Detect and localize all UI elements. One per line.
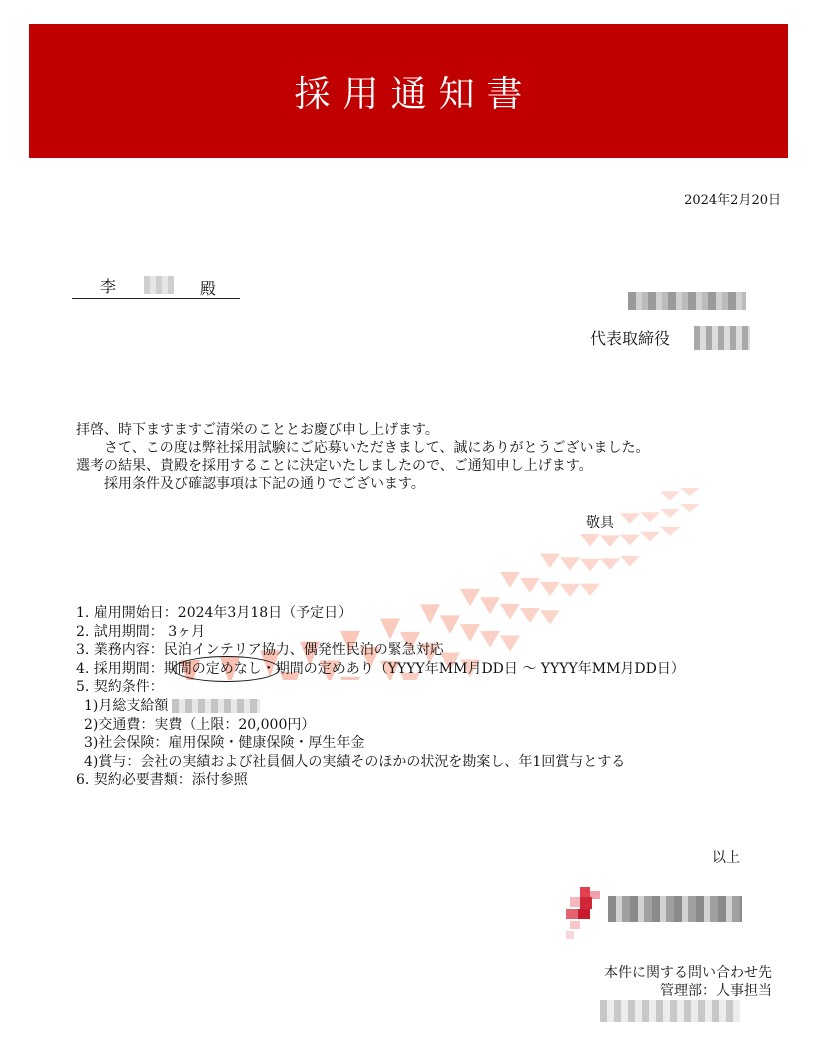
company-logo-redacted <box>566 887 602 939</box>
recipient-given-name-redacted <box>144 276 174 294</box>
greeting-body <box>76 421 649 493</box>
company-name-redacted <box>628 292 746 310</box>
greeting-line: さて、この度は弊社採用試験にご応募いただきまして、誠にありがとうございました。 <box>104 440 650 456</box>
condition-subitem: 3)社会保険：雇用保険・健康保険・厚生年金 <box>84 735 365 752</box>
greeting-line: 選考の結果、貴殿を採用することに決定いたしましたので、ご通知申し上げます。 <box>76 458 593 474</box>
condition-item: 3. 業務内容：民泊インテリア協力、偶発性民泊の緊急対応 <box>76 642 444 659</box>
conditions-list <box>76 604 685 790</box>
document-title: 採用通知書 <box>294 73 535 115</box>
condition-item: 6. 契約必要書類：添付参照 <box>76 772 248 789</box>
contact-details-redacted <box>600 1000 740 1022</box>
closing-keigu: 敬具 <box>586 515 614 531</box>
contact-line: 本件に関する問い合わせ先 <box>604 965 772 981</box>
greeting-line: 採用条件及び確認事項は下記の通りでございます。 <box>104 476 425 492</box>
condition-item: 4. 採用期間：期間の定めなし・期間の定めあり（YYYY年MM月DD日 ～ YYYY年MM月DD日） <box>76 660 685 677</box>
condition-subitem: 4)賞与：会社の実績および社員個人の実績そのほかの状況を勘案し、年1回賞与とする <box>84 753 626 770</box>
salary-redacted <box>172 699 260 713</box>
recipient-family-name: 李 <box>100 277 117 296</box>
footer-company-name-redacted <box>608 896 742 922</box>
end-mark: 以上 <box>712 850 740 866</box>
issue-date: 2024年2月20日 <box>684 193 781 208</box>
contact-info <box>604 964 772 1000</box>
selection-circle <box>173 656 280 682</box>
condition-item: 5. 契約条件： <box>76 679 164 696</box>
condition-subitem <box>76 697 685 716</box>
greeting-line: 拝啓、時下ますますご清栄のこととお慶び申し上げます。 <box>76 422 439 438</box>
title-banner <box>29 24 788 158</box>
condition-item: 1. 雇用開始日：2024年3月18日（予定日） <box>76 605 353 621</box>
recipient <box>72 272 240 299</box>
ceo-name-redacted <box>694 326 750 350</box>
salary-label: 1)月総支給額 <box>84 697 169 714</box>
contact-line: 管理部：人事担当 <box>660 983 772 999</box>
condition-item: 2. 試用期間： 3ヶ月 <box>76 623 206 640</box>
ceo-title: 代表取締役 <box>590 329 671 348</box>
recipient-honorific: 殿 <box>200 279 217 298</box>
condition-subitem: 2)交通費：実費（上限：20,000円） <box>84 716 316 733</box>
